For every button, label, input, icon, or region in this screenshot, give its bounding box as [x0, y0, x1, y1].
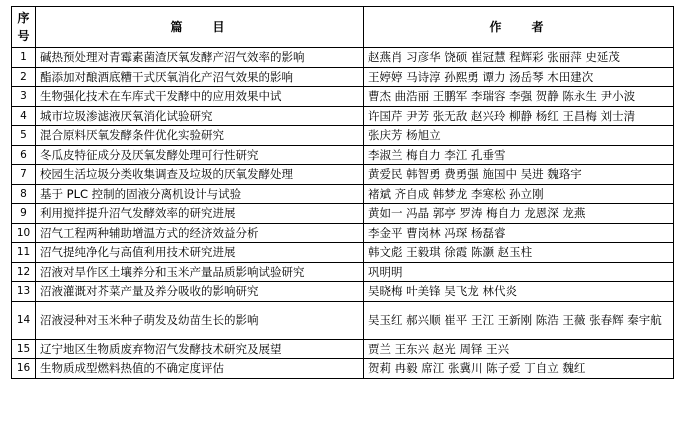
article-authors: 巩明明	[364, 262, 674, 282]
row-number: 14	[12, 301, 36, 339]
table-row	[12, 359, 674, 379]
article-title: 生物强化技术在车库式干发酵中的应用效果中试	[36, 87, 364, 107]
table-row	[12, 339, 674, 359]
table-row	[12, 67, 674, 87]
article-authors: 黄爱民 韩智勇 费勇强 施国中 吴进 魏珞宇	[364, 165, 674, 185]
row-number: 7	[12, 165, 36, 185]
table-row	[12, 282, 674, 302]
article-title: 冬瓜皮特征成分及厌氧发酵处理可行性研究	[36, 145, 364, 165]
table-row	[12, 184, 674, 204]
row-number: 3	[12, 87, 36, 107]
table-row	[12, 48, 674, 68]
article-authors: 黄如一 冯晶 郭亭 罗涛 梅自力 龙恩深 龙燕	[364, 204, 674, 224]
row-number: 9	[12, 204, 36, 224]
table-row	[12, 223, 674, 243]
article-title: 沼液浸种对玉米种子萌发及幼苗生长的影响	[36, 301, 364, 339]
article-table	[11, 6, 674, 379]
article-title: 酯添加对酿酒底糟干式厌氧消化产沼气效果的影响	[36, 67, 364, 87]
article-authors: 韩文彪 王毅琪 徐霞 陈灏 赵玉柱	[364, 243, 674, 263]
article-authors: 李淑兰 梅自力 李江 孔垂雪	[364, 145, 674, 165]
article-title: 基于 PLC 控制的固液分离机设计与试验	[36, 184, 364, 204]
row-number: 10	[12, 223, 36, 243]
article-authors: 吴晓梅 叶美锋 吴飞龙 林代炎	[364, 282, 674, 302]
article-title: 沼气提纯净化与高值利用技术研究进展	[36, 243, 364, 263]
article-title: 利用搅拌提升沼气发酵效率的研究进展	[36, 204, 364, 224]
article-title: 沼液灌溉对芥菜产量及养分吸收的影响研究	[36, 282, 364, 302]
table-row	[12, 145, 674, 165]
column-header-authors: 作者	[364, 7, 674, 48]
column-header-number-line2: 号	[17, 29, 30, 43]
article-authors: 张庆芳 杨旭立	[364, 126, 674, 146]
table-row	[12, 165, 674, 185]
table-row	[12, 262, 674, 282]
article-authors: 王婷婷 马诗淳 孙熙勇 谭力 汤岳琴 木田建次	[364, 67, 674, 87]
article-title: 城市垃圾渗滤液厌氧消化试验研究	[36, 106, 364, 126]
article-authors: 贺莉 冉毅 席江 张冀川 陈子爱 丁自立 魏红	[364, 359, 674, 379]
article-title: 辽宁地区生物质废弃物沼气发酵技术研究及展望	[36, 339, 364, 359]
row-number: 11	[12, 243, 36, 263]
column-header-number-line1: 序	[17, 11, 30, 25]
article-title: 混合原料厌氧发酵条件优化实验研究	[36, 126, 364, 146]
table-header-row	[12, 7, 674, 48]
article-title: 沼液对旱作区土壤养分和玉米产量品质影响试验研究	[36, 262, 364, 282]
article-title: 碱热预处理对青霉素菌渣厌氧发酵产沼气效率的影响	[36, 48, 364, 68]
article-authors: 许国芹 尹芳 张无敌 赵兴玲 柳静 杨红 王昌梅 刘士清	[364, 106, 674, 126]
article-title: 沼气工程两种辅助增温方式的经济效益分析	[36, 223, 364, 243]
row-number: 6	[12, 145, 36, 165]
article-authors: 曹杰 曲浩丽 王鹏军 李瑞容 李强 贺静 陈永生 尹小波	[364, 87, 674, 107]
row-number: 16	[12, 359, 36, 379]
table-row	[12, 243, 674, 263]
article-authors: 褚斌 齐自成 韩梦龙 李寒松 孙立刚	[364, 184, 674, 204]
table-row	[12, 204, 674, 224]
row-number: 8	[12, 184, 36, 204]
table-row	[12, 106, 674, 126]
table-row	[12, 301, 674, 339]
row-number: 13	[12, 282, 36, 302]
column-header-number	[12, 7, 36, 48]
row-number: 4	[12, 106, 36, 126]
article-authors: 吴玉红 郝兴顺 崔平 王江 王新刚 陈浩 王薇 张春辉 秦宇航	[364, 301, 674, 339]
row-number: 5	[12, 126, 36, 146]
row-number: 2	[12, 67, 36, 87]
article-authors: 赵燕肖 习彦华 饶硕 崔冠慧 程辉彩 张丽萍 史延茂	[364, 48, 674, 68]
row-number: 1	[12, 48, 36, 68]
article-authors: 贾兰 王东兴 赵光 周铎 王兴	[364, 339, 674, 359]
article-title: 校园生活垃圾分类收集调查及垃圾的厌氧发酵处理	[36, 165, 364, 185]
column-header-title: 篇目	[36, 7, 364, 48]
table-row	[12, 126, 674, 146]
article-authors: 李金平 曹岗林 冯琛 杨磊睿	[364, 223, 674, 243]
row-number: 12	[12, 262, 36, 282]
row-number: 15	[12, 339, 36, 359]
table-row	[12, 87, 674, 107]
article-title: 生物质成型燃料热值的不确定度评估	[36, 359, 364, 379]
